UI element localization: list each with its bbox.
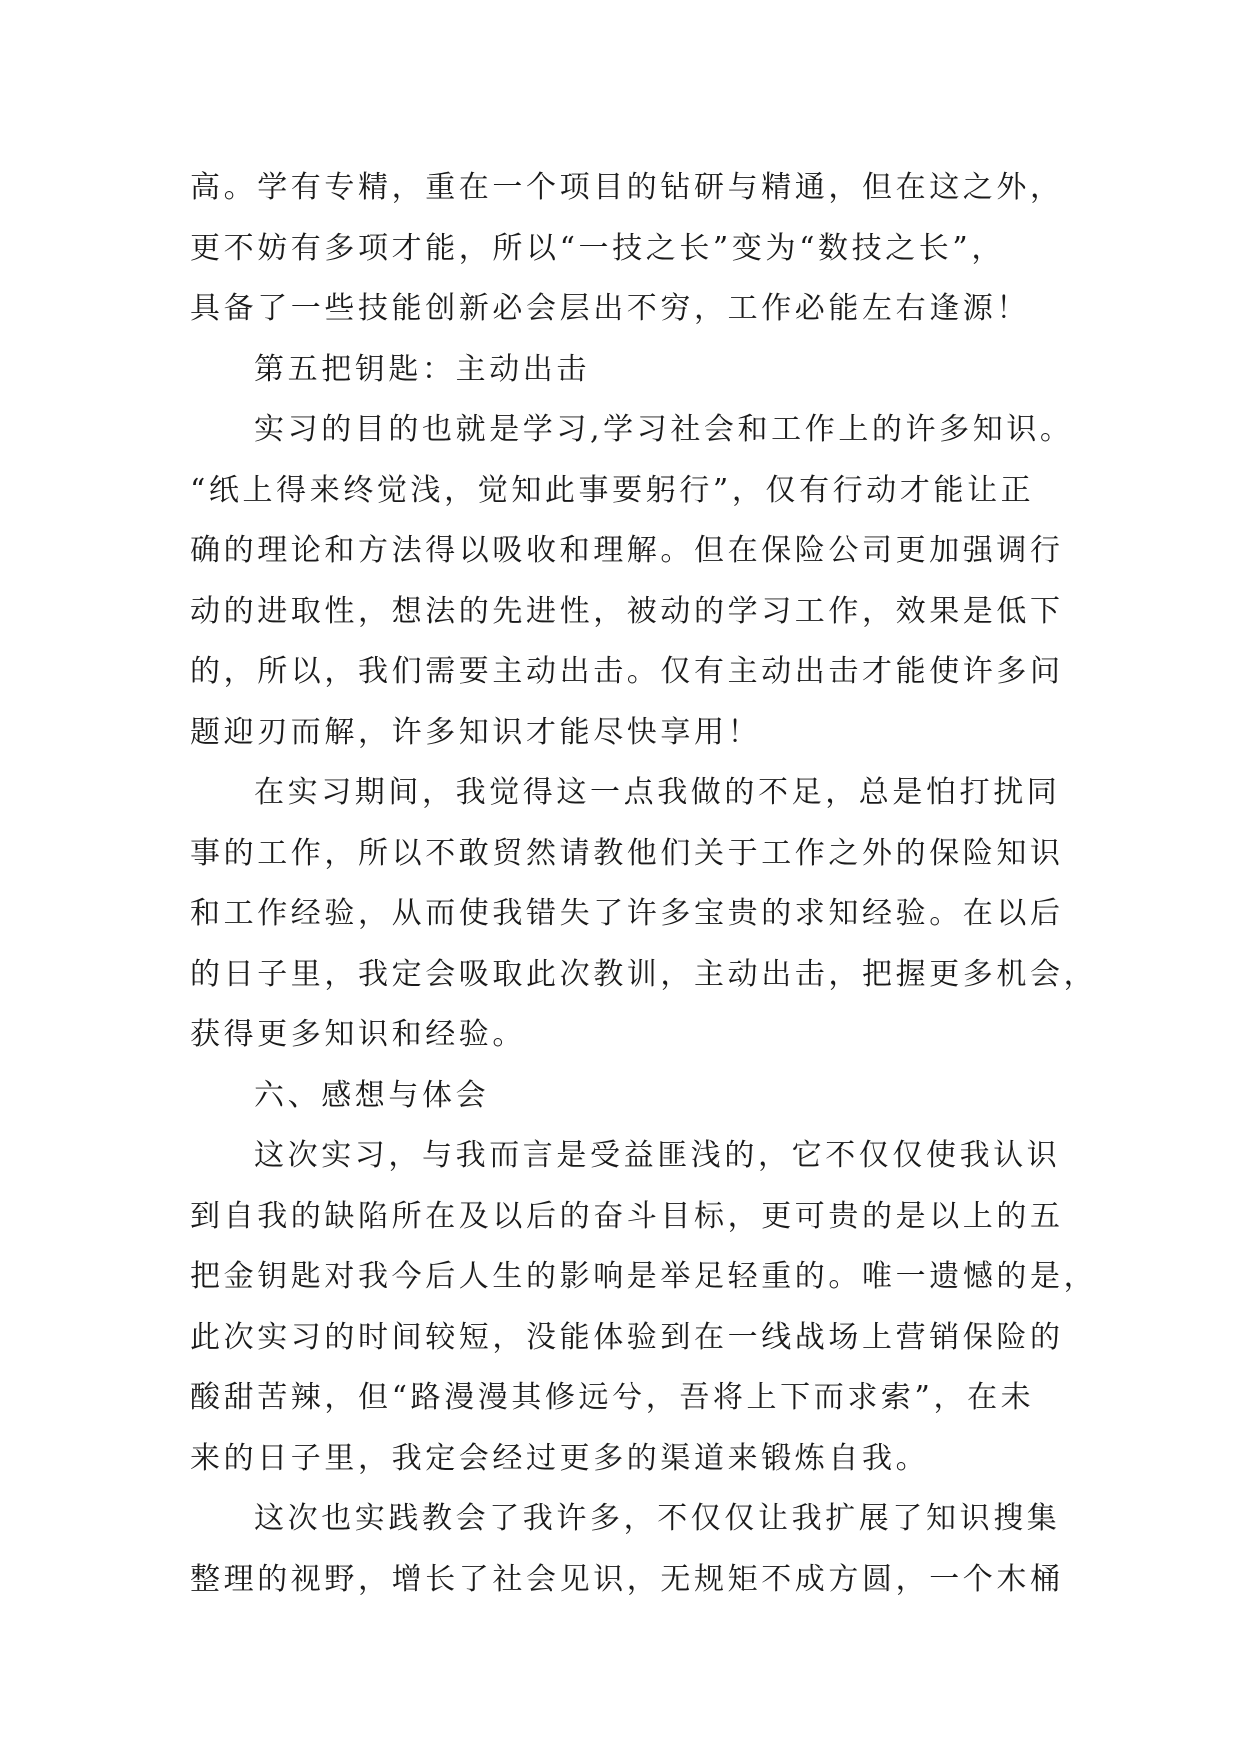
text-line: 酸甜苦辣，但“路漫漫其修远兮，吾将上下而求索”，在未 <box>190 1380 1035 1415</box>
text-line: 这次实习，与我而言是受益匪浅的，它不仅仅使我认识 <box>254 1138 1061 1173</box>
body-text <box>190 158 1098 1610</box>
text-line: 更不妨有多项才能，所以“一技之长”变为“数技之长”， <box>190 230 1005 266</box>
text-line: 具备了一些技能创新必会层出不穷，工作必能左右逢源！ <box>190 291 1030 326</box>
text-line: 在实习期间，我觉得这一点我做的不足，总是怕打扰同 <box>254 775 1061 810</box>
text-line: 实习的目的也就是学习,学习社会和工作上的许多知识。 <box>254 412 1074 447</box>
text-line: “纸上得来终觉浅，觉知此事要躬行”，仅有行动才能让正 <box>190 472 1035 508</box>
text-line: 获得更多知识和经验。 <box>190 1017 526 1052</box>
text-line: 的日子里，我定会吸取此次教训，主动出击，把握更多机会， <box>190 956 1098 992</box>
text-line: 确的理论和方法得以吸收和理解。但在保险公司更加强调行 <box>190 533 1064 568</box>
text-line: 整理的视野，增长了社会见识，无规矩不成方圆，一个木桶 <box>190 1561 1064 1597</box>
text-line: 把金钥匙对我今后人生的影响是举足轻重的。唯一遗憾的是， <box>190 1259 1098 1294</box>
section-heading: 六、感想与体会 <box>254 1077 490 1113</box>
text-line: 动的进取性，想法的先进性，被动的学习工作，效果是低下 <box>190 593 1064 629</box>
text-line: 事的工作，所以不敢贸然请教他们关于工作之外的保险知识 <box>190 835 1064 871</box>
text-line: 这次也实践教会了我许多，不仅仅让我扩展了知识搜集 <box>254 1501 1061 1536</box>
text-line: 此次实习的时间较短，没能体验到在一线战场上营销保险的 <box>190 1319 1064 1355</box>
text-line: 到自我的缺陷所在及以后的奋斗目标，更可贵的是以上的五 <box>190 1198 1064 1234</box>
text-line: 题迎刃而解，许多知识才能尽快享用！ <box>190 714 762 750</box>
section-heading: 第五把钥匙：主动出击 <box>254 351 590 387</box>
text-line: 高。学有专精，重在一个项目的钻研与精通，但在这之外， <box>190 170 1064 205</box>
text-line: 来的日子里，我定会经过更多的渠道来锻炼自我。 <box>190 1440 930 1476</box>
text-line: 和工作经验，从而使我错失了许多宝贵的求知经验。在以后 <box>190 896 1064 931</box>
text-line: 的，所以，我们需要主动出击。仅有主动出击才能使许多问 <box>190 654 1064 689</box>
